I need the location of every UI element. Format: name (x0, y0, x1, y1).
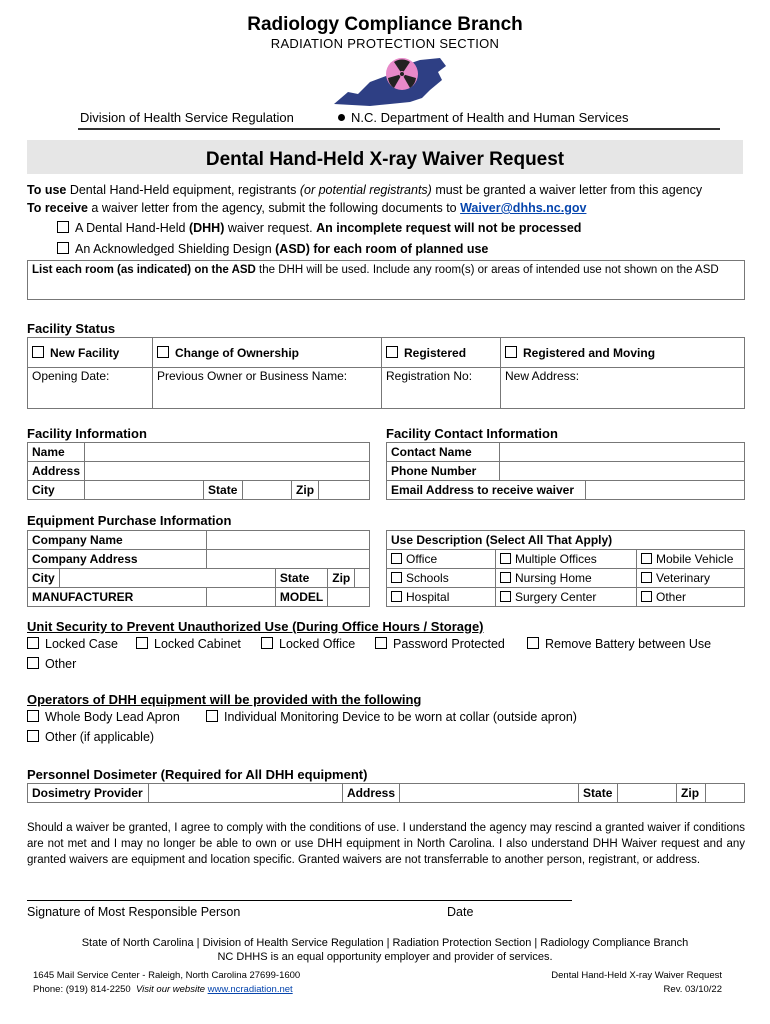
facility-contact-heading: Facility Contact Information (386, 426, 558, 441)
facility-city-input[interactable] (85, 481, 204, 500)
header-divider (78, 128, 720, 130)
equip-city-label: City (28, 569, 60, 588)
facility-info-table (27, 442, 370, 500)
operator-monitoring-device[interactable]: Individual Monitoring Device to be worn at collar (outside apron) (206, 710, 577, 724)
doc-asd-checkbox[interactable] (57, 242, 69, 254)
model-label: MODEL (275, 588, 327, 607)
status-new-facility[interactable]: New Facility (28, 338, 153, 368)
unit-security-heading: Unit Security to Prevent Unauthorized Use (During Office Hours / Storage) (27, 619, 484, 634)
operator-lead-apron[interactable]: Whole Body Lead Apron (27, 710, 180, 724)
use-other[interactable]: Other (637, 588, 745, 607)
checkbox[interactable] (27, 637, 39, 649)
checkbox[interactable] (505, 346, 517, 358)
email-label: Email Address to receive waiver (387, 481, 586, 500)
checkbox[interactable] (261, 637, 273, 649)
phone-label: Phone Number (387, 462, 500, 481)
email-input[interactable] (586, 481, 745, 500)
org-title: Radiology Compliance Branch (247, 14, 523, 35)
security-locked-case[interactable]: Locked Case (27, 637, 118, 651)
city-label: City (28, 481, 85, 500)
footer-eeo: NC DHHS is an equal opportunity employer and provider of services. (217, 951, 553, 963)
signature-label: Signature of Most Responsible Person (27, 905, 241, 919)
org-subtitle: RADIATION PROTECTION SECTION (270, 36, 500, 51)
use-nursing-home[interactable]: Nursing Home (496, 569, 637, 588)
dosimeter-table (27, 783, 745, 803)
doc-item-asd[interactable]: An Acknowledged Shielding Design (ASD) for each room of planned use (57, 242, 488, 256)
footer-form-name: Dental Hand-Held X-ray Waiver Request (551, 970, 722, 981)
footer-revision: Rev. 03/10/22 (663, 984, 722, 995)
security-password-protected[interactable]: Password Protected (375, 637, 505, 651)
use-description-heading: Use Description (Select All That Apply) (387, 531, 745, 550)
facility-name-input[interactable] (85, 443, 370, 462)
website-link[interactable]: www.ncradiation.net (207, 984, 293, 995)
checkbox[interactable] (641, 553, 652, 564)
checkbox[interactable] (391, 553, 402, 564)
security-locked-cabinet[interactable]: Locked Cabinet (136, 637, 241, 651)
checkbox[interactable] (27, 730, 39, 742)
security-other[interactable]: Other (27, 657, 76, 671)
facility-state-input[interactable] (243, 481, 292, 500)
new-address-field[interactable]: New Address: (501, 368, 745, 409)
model-input[interactable] (328, 588, 370, 607)
contact-name-label: Contact Name (387, 443, 500, 462)
use-office[interactable]: Office (387, 550, 496, 569)
checkbox[interactable] (157, 346, 169, 358)
dosimetry-provider-label: Dosimetry Provider (28, 784, 149, 803)
footer-contact: Phone: (919) 814-2250 Visit our website www.ncradiation.net (33, 984, 293, 995)
rooms-input-box[interactable]: List each room (as indicated) on the ASD the DHH will be used. Include any room(s) or areas of intended use not shown on the ASD (27, 260, 745, 300)
use-schools[interactable]: Schools (387, 569, 496, 588)
security-remove-battery[interactable]: Remove Battery between Use (527, 637, 711, 651)
phone-input[interactable] (500, 462, 745, 481)
checkbox[interactable] (391, 572, 402, 583)
company-name-label: Company Name (28, 531, 207, 550)
checkbox[interactable] (527, 637, 539, 649)
company-name-input[interactable] (206, 531, 369, 550)
dosimetry-zip-input[interactable] (706, 784, 745, 803)
bullet-icon (338, 114, 345, 121)
zip-label: Zip (292, 481, 319, 500)
use-description-table (386, 530, 745, 607)
footer-agencies: State of North Carolina | Division of Health Service Regulation | Radiation Protection Section | Radiology Compliance Branch (81, 937, 689, 949)
security-locked-office[interactable]: Locked Office (261, 637, 355, 651)
checkbox[interactable] (206, 710, 218, 722)
dosimetry-address-label: Address (343, 784, 400, 803)
dosimetry-provider-input[interactable] (149, 784, 343, 803)
manufacturer-input[interactable] (206, 588, 275, 607)
contact-name-input[interactable] (500, 443, 745, 462)
company-address-label: Company Address (28, 550, 207, 569)
company-address-input[interactable] (206, 550, 369, 569)
intro-line-1: To use Dental Hand-Held equipment, registrants (or potential registrants) must be granted a waiver letter from this agency (27, 183, 703, 197)
date-label: Date (447, 905, 474, 919)
status-registered[interactable]: Registered (382, 338, 501, 368)
registration-no-field[interactable]: Registration No: (382, 368, 501, 409)
checkbox[interactable] (27, 657, 39, 669)
status-change-ownership[interactable]: Change of Ownership (153, 338, 382, 368)
agreement-text: Should a waiver be granted, I agree to comply with the conditions of use. I understand the agency may rescind a granted waiver if conditions are not met and I may no longer be able to own or use DHH equipment in North Carolina. I also understand DHH Waiver request and any granted waivers are equipment and location specific. Granted waivers are not transferrable to another person, registrant, or address. (27, 822, 745, 866)
doc-item-dhh[interactable]: A Dental Hand-Held (DHH) waiver request. An incomplete request will not be processed (57, 221, 581, 235)
facility-zip-input[interactable] (319, 481, 370, 500)
equip-state-label: State (275, 569, 327, 588)
facility-contact-table (386, 442, 745, 500)
equip-zip-input[interactable] (355, 569, 370, 588)
status-registered-moving[interactable]: Registered and Moving (501, 338, 745, 368)
equip-city-input[interactable] (59, 569, 275, 588)
waiver-email-link[interactable]: Waiver@dhhs.nc.gov (460, 201, 587, 215)
name-label: Name (28, 443, 85, 462)
use-veterinary[interactable]: Veterinary (637, 569, 745, 588)
operator-other[interactable]: Other (if applicable) (27, 730, 154, 744)
division-name: Division of Health Service Regulation (80, 110, 294, 125)
facility-status-heading: Facility Status (27, 321, 116, 336)
dosimeter-heading: Personnel Dosimeter (Required for All DHH equipment) (27, 767, 368, 782)
nc-state-logo (330, 52, 450, 108)
checkbox[interactable] (386, 346, 398, 358)
use-hospital[interactable]: Hospital (387, 588, 496, 607)
doc-dhh-checkbox[interactable] (57, 221, 69, 233)
dosimetry-zip-label: Zip (677, 784, 706, 803)
intro-line-2: To receive a waiver letter from the agency, submit the following documents to Waiver@dhhs.nc.gov (27, 201, 587, 215)
checkbox[interactable] (136, 637, 148, 649)
facility-status-table (27, 337, 745, 409)
checkbox[interactable] (27, 710, 39, 722)
checkbox[interactable] (500, 591, 511, 602)
address-label: Address (28, 462, 85, 481)
facility-address-input[interactable] (85, 462, 370, 481)
manufacturer-label: MANUFACTURER (28, 588, 207, 607)
use-mobile-vehicle[interactable]: Mobile Vehicle (637, 550, 745, 569)
dosimetry-address-input[interactable] (400, 784, 579, 803)
form-title: Dental Hand-Held X-ray Waiver Request (205, 149, 565, 170)
equip-zip-label: Zip (328, 569, 355, 588)
operators-heading: Operators of DHH equipment will be provided with the following (27, 692, 422, 707)
opening-date-field[interactable]: Opening Date: (28, 368, 153, 409)
equipment-table (27, 530, 370, 607)
checkbox[interactable] (500, 572, 511, 583)
use-surgery-center[interactable]: Surgery Center (496, 588, 637, 607)
checkbox[interactable] (32, 346, 44, 358)
dosimetry-state-label: State (579, 784, 618, 803)
checkbox[interactable] (500, 553, 511, 564)
checkbox[interactable] (641, 572, 652, 583)
checkbox[interactable] (641, 591, 652, 602)
facility-info-heading: Facility Information (27, 426, 147, 441)
form-title-bar (27, 140, 743, 174)
dosimetry-state-input[interactable] (618, 784, 677, 803)
previous-owner-field[interactable]: Previous Owner or Business Name: (153, 368, 382, 409)
department-name: N.C. Department of Health and Human Services (351, 110, 629, 125)
equipment-heading: Equipment Purchase Information (27, 513, 232, 528)
use-multiple-offices[interactable]: Multiple Offices (496, 550, 637, 569)
state-label: State (204, 481, 243, 500)
checkbox[interactable] (375, 637, 387, 649)
footer-address: 1645 Mail Service Center - Raleigh, North Carolina 27699-1600 (33, 970, 301, 981)
checkbox[interactable] (391, 591, 402, 602)
signature-line[interactable] (27, 900, 572, 901)
